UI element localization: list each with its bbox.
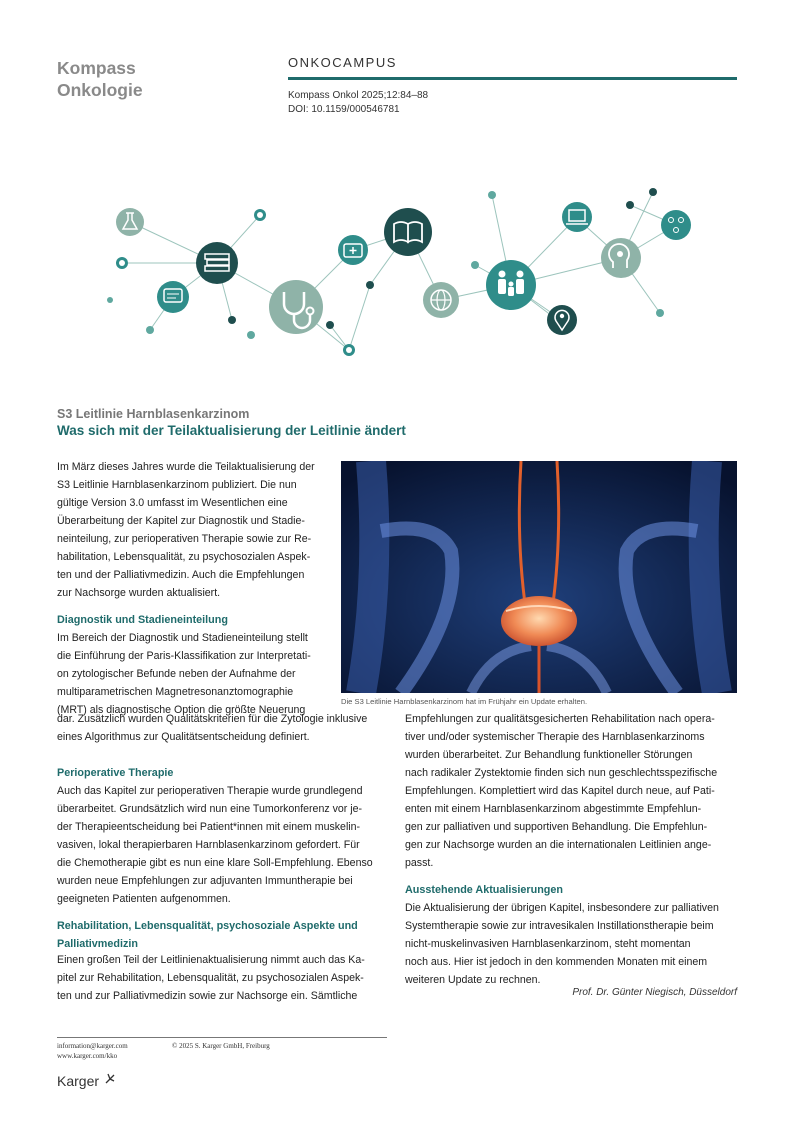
text-line: nicht-muskelinvasiven Harnblasenkarzinom, steht momentan (405, 938, 691, 950)
flask-icon (116, 208, 144, 236)
text-line: Im März dieses Jahres wurde die Teilaktualisierung der (57, 461, 315, 473)
text-line: wurden neue Empfehlungen zur adjuvanten Immuntherapie bei (57, 875, 353, 887)
stethoscope-icon (269, 280, 323, 334)
header-rule (288, 77, 737, 80)
article-kicker: S3 Leitlinie Harnblasenkarzinom (57, 407, 250, 421)
ausstehend-paragraph (405, 899, 737, 989)
chat-icon (157, 281, 189, 313)
text-line: die Einführung der Paris-Klassifikation zur Interpretati- (57, 650, 311, 662)
text-line: überarbeitet. Grundsätzlich wird nun eine Tumorkonferenz vor je- (57, 803, 363, 815)
books-icon (196, 242, 238, 284)
text-line: Die Aktualisierung der übrigen Kapitel, insbesondere zur palliativen (405, 902, 719, 914)
laptop-icon (562, 202, 592, 232)
text-line: ten und zur Palliativmedizin sowie zur Nachsorge ein. Sämtliche (57, 990, 358, 1002)
diagnostik-paragraph (57, 629, 327, 719)
footer-rule (57, 1037, 387, 1038)
text-line: wurden überarbeitet. Zur Behandlung funktioneller Störungen (405, 749, 693, 761)
text-line: Überarbeitung der Kapitel zur Diagnostik und Stadie- (57, 515, 305, 527)
text-line: noch aus. Hier ist jedoch in den kommenden Monaten mit einem (405, 956, 708, 968)
text-line: Systemtherapie sowie zur intravesikalen Instillationstherapie beim (405, 920, 714, 932)
bladder-illustration (341, 461, 737, 693)
text-line: dar. Zusätzlich wurden Qualitätskriterien für die Zytologie inklusive (57, 713, 368, 725)
text-line: Im Bereich der Diagnostik und Stadieneinteilung stellt (57, 632, 308, 644)
text-line: vasiven, lokal therapierbaren Harnblasenkarzinom gefordert. Für (57, 839, 360, 851)
text-line: pitel zur Rehabilitation, Lebensqualität, zu psychosozialen Aspek- (57, 972, 364, 984)
family-icon (486, 260, 536, 310)
text-line: (MRT) als diagnostische Option die größte Neuerung (57, 704, 306, 716)
heading-diagnostik: Diagnostik und Stadieneinteilung (57, 614, 228, 626)
open-book-icon (384, 208, 432, 256)
diagnostik-continued (57, 710, 387, 746)
perioperative-paragraph (57, 782, 387, 908)
journal-name (57, 57, 143, 101)
text-line: die Chemotherapie gibt es nun eine klare Soll-Empfehlung. Ebenso (57, 857, 373, 869)
location-pin-icon (547, 305, 577, 335)
text-line: Empfehlungen zur qualitätsgesicherten Rehabilitation nach opera- (405, 713, 715, 725)
intro-paragraph (57, 458, 327, 602)
medical-network-illustration (80, 180, 770, 380)
text-line: der Therapieentscheidung bei Patient*innen mit einem muskelin- (57, 821, 361, 833)
text-line: eines Algorithmus zur Qualitätsentscheidung definiert. (57, 731, 310, 743)
globe-icon (423, 282, 459, 318)
section-label: ONKOCAMPUS (288, 55, 397, 70)
text-line: weiteren Update zu rechnen. (405, 974, 541, 986)
text-line: Einen großen Teil der Leitlinienaktualisierung nimmt auch das Ka- (57, 954, 365, 966)
citation-block (288, 89, 428, 117)
figure-caption: Die S3 Leitlinie Harnblasenkarzinom hat im Frühjahr ein Update erhalten. (341, 697, 588, 706)
footer-copyright: © 2025 S. Karger GmbH, Freiburg (172, 1042, 270, 1050)
team-icon (661, 210, 691, 240)
footer-email[interactable]: information@karger.com (57, 1042, 128, 1050)
footer-website[interactable]: www.karger.com/kko (57, 1052, 118, 1060)
bladder-image (341, 461, 737, 693)
text-line: S3 Leitlinie Harnblasenkarzinom publiziert. Die nun (57, 479, 297, 491)
heading-line: Palliativmedizin (57, 938, 139, 950)
text-line: ten und der Palliativmedizin. Auch die Empfehlungen (57, 569, 305, 581)
heading-perioperative: Perioperative Therapie (57, 767, 174, 779)
text-line: gültige Version 3.0 umfasst im Wesentlichen eine (57, 497, 288, 509)
text-line: multiparametrischen Magnetresonanztomographie (57, 686, 294, 698)
text-line: gen zur Nachsorge wurden an die internationalen Leitlinien ange- (405, 839, 712, 851)
journal-name-line2: Onkologie (57, 80, 143, 100)
rehabilitation-paragraph (57, 951, 387, 1005)
text-line: geeigneten Patienten aufgenommen. (57, 893, 231, 905)
text-line: on zytologischer Befunde neben der Aufnahme der (57, 668, 296, 680)
karger-mark-icon (104, 1073, 116, 1085)
heading-line: Rehabilitation, Lebensqualität, psychosoziale Aspekte und (57, 920, 358, 932)
doi: DOI: 10.1159/000546781 (288, 104, 400, 115)
publisher-name: Karger (57, 1073, 100, 1089)
text-line: zur Nachsorge wurden aktualisiert. (57, 587, 221, 599)
first-aid-kit-icon (338, 235, 368, 265)
heading-ausstehend: Ausstehende Aktualisierungen (405, 884, 563, 896)
text-line: habilitation, Lebensqualität, zu psychosozialen Aspek- (57, 551, 311, 563)
text-line: tiver und/oder systemischer Therapie des Harnblasenkarzinoms (405, 731, 705, 743)
text-line: Auch das Kapitel zur perioperativen Therapie wurde grundlegend (57, 785, 363, 797)
text-line: nach radikaler Zystektomie finden sich nun geschlechtsspezifische (405, 767, 718, 779)
rehabilitation-continued (405, 710, 737, 872)
text-line: gen zur palliativen und supportiven Behandlung. Die Empfehlun- (405, 821, 708, 833)
text-line: neinteilung, zur perioperativen Therapie sowie zur Re- (57, 533, 312, 545)
journal-name-line1: Kompass (57, 58, 136, 78)
article-title: Was sich mit der Teilaktualisierung der Leitlinie ändert (57, 423, 406, 438)
author: Prof. Dr. Günter Niegisch, Düsseldorf (572, 987, 737, 998)
heading-rehabilitation (57, 917, 358, 953)
publisher-logo (57, 1073, 116, 1089)
brain-gear-icon (601, 238, 641, 278)
text-line: passt. (405, 857, 434, 869)
text-line: enten mit einem Harnblasenkarzinom abgestimmte Empfehlun- (405, 803, 702, 815)
text-line: Empfehlungen. Komplettiert wird das Kapitel durch neue, auf Pati- (405, 785, 715, 797)
citation: Kompass Onkol 2025;12:84–88 (288, 90, 429, 101)
